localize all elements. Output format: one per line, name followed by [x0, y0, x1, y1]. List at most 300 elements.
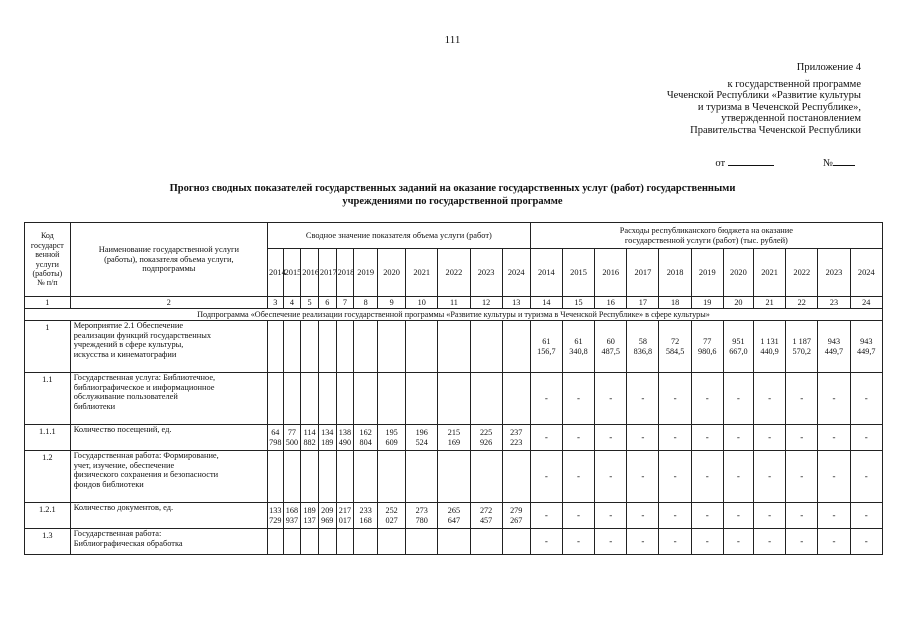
expense-value	[562, 529, 594, 555]
expense-value	[659, 503, 691, 529]
cell-text: подпрограммы	[142, 264, 196, 274]
row-code: 1.2	[25, 451, 71, 503]
expense-value	[595, 425, 627, 451]
row-name	[70, 321, 267, 373]
cell-text: 882	[303, 437, 316, 447]
cell-text: 951	[732, 336, 745, 346]
header-volume-group: Сводное значение показателя объема услуги (работ)	[268, 223, 531, 249]
cell-text: -	[673, 392, 677, 403]
cell-text: -	[768, 535, 772, 546]
column-number: 6	[318, 297, 336, 309]
cell-text: -	[609, 431, 613, 442]
cell-text: 980,6	[698, 346, 717, 356]
cell-text: -	[577, 431, 581, 442]
appendix-block	[561, 62, 861, 137]
cell-text: 780	[415, 515, 428, 525]
cell-text: 265	[447, 505, 461, 515]
expense-value	[627, 425, 659, 451]
cell-text: № п/п	[37, 278, 58, 288]
table-row	[25, 451, 883, 503]
cell-text: 156,7	[537, 346, 556, 356]
header-year: 2024	[502, 249, 530, 297]
volume-value	[301, 451, 319, 503]
cell-text: (работы), показателя объема услуги,	[104, 254, 234, 264]
cell-text: Государственная услуга: Библиотечное,	[73, 373, 216, 382]
cell-text: 943	[860, 336, 873, 346]
cell-text: 524	[415, 437, 428, 447]
cell-text: -	[832, 392, 836, 403]
cell-text: -	[832, 509, 836, 520]
document-title	[60, 183, 845, 208]
column-number: 1	[25, 297, 71, 309]
volume-value	[354, 503, 378, 529]
cell-text: 61	[542, 336, 551, 346]
volume-value	[283, 425, 301, 451]
volume-value	[318, 425, 336, 451]
cell-text: 457	[479, 515, 493, 525]
column-number: 14	[530, 297, 562, 309]
cell-text: 217	[338, 505, 352, 515]
cell-text: Количество посещений, ед.	[73, 425, 172, 434]
cell-text: 196	[415, 427, 428, 437]
volume-value	[438, 425, 470, 451]
row-code: 1.2.1	[25, 503, 71, 529]
cell-text: -	[800, 535, 804, 546]
expense-value	[562, 321, 594, 373]
subprogram-row	[25, 309, 883, 321]
expense-value	[818, 529, 850, 555]
appendix-title: Приложение 4	[796, 62, 861, 73]
expense-value	[530, 425, 562, 451]
cell-text: -	[864, 392, 868, 403]
cell-text: 169	[447, 437, 461, 447]
expense-value	[627, 503, 659, 529]
header-year: 2019	[691, 249, 723, 297]
volume-value	[283, 451, 301, 503]
cell-text: реализации функций государственных	[73, 330, 212, 340]
volume-value	[336, 321, 354, 373]
expense-value	[786, 451, 818, 503]
expense-value	[786, 529, 818, 555]
column-number: 9	[378, 297, 406, 309]
page-number: 111	[444, 34, 461, 46]
number-blank	[833, 156, 855, 166]
volume-value	[502, 321, 530, 373]
cell-text: 237	[510, 427, 523, 437]
from-label: от	[715, 158, 726, 169]
cell-text: -	[864, 535, 868, 546]
cell-text: Государственная работа:	[73, 529, 162, 538]
cell-text: 449,7	[824, 346, 844, 356]
cell-text: 729	[269, 515, 282, 525]
cell-text: 487,5	[601, 346, 620, 356]
date-blank	[728, 156, 774, 166]
expense-value	[627, 321, 659, 373]
volume-value	[378, 321, 406, 373]
header-year: 2023	[470, 249, 502, 297]
volume-value	[336, 373, 354, 425]
header-expense-group	[530, 223, 882, 249]
cell-text: -	[609, 535, 613, 546]
cell-text: 027	[385, 515, 398, 525]
expense-value	[595, 373, 627, 425]
cell-text: -	[800, 431, 804, 442]
cell-text: -	[577, 392, 581, 403]
expense-value	[753, 503, 785, 529]
cell-text: -	[544, 431, 548, 442]
cell-text: 272	[479, 505, 493, 515]
volume-value	[318, 529, 336, 555]
expense-value	[659, 373, 691, 425]
cell-text: -	[641, 509, 645, 520]
row-code: 1	[25, 321, 71, 373]
table-row	[25, 321, 883, 373]
cell-text: -	[544, 509, 548, 520]
cell-text: венной	[35, 250, 60, 260]
expense-value	[818, 321, 850, 373]
cell-text: -	[544, 392, 548, 403]
cell-text: 77	[703, 336, 712, 346]
cell-text: -	[673, 509, 677, 520]
cell-text: -	[705, 535, 709, 546]
cell-text: библиотеки	[73, 401, 116, 411]
cell-text: 138	[338, 427, 352, 437]
volume-value	[406, 451, 438, 503]
header-year: 2021	[406, 249, 438, 297]
volume-value	[438, 373, 470, 425]
expense-value	[723, 321, 753, 373]
row-name	[70, 373, 267, 425]
volume-value	[378, 503, 406, 529]
volume-value	[283, 529, 301, 555]
column-number: 2	[70, 297, 267, 309]
cell-text: 667,0	[729, 346, 748, 356]
expense-value	[627, 529, 659, 555]
volume-value	[301, 529, 319, 555]
expense-value	[786, 425, 818, 451]
cell-text: -	[673, 535, 677, 546]
cell-text: -	[800, 392, 804, 403]
column-number: 10	[406, 297, 438, 309]
column-number: 22	[786, 297, 818, 309]
cell-text: 937	[285, 515, 299, 525]
header-name	[70, 223, 267, 297]
cell-text: -	[705, 470, 709, 481]
cell-text: -	[736, 535, 740, 546]
expense-value	[691, 321, 723, 373]
cell-text: 969	[321, 515, 334, 525]
header-year: 2016	[595, 249, 627, 297]
column-number: 3	[268, 297, 284, 309]
cell-text: 77	[287, 427, 297, 437]
volume-value	[336, 451, 354, 503]
expense-value	[818, 425, 850, 451]
expense-value	[530, 373, 562, 425]
appendix-line: к государственной программе	[727, 78, 861, 90]
header-year: 2018	[659, 249, 691, 297]
cell-text: -	[641, 431, 645, 442]
cell-text: государственной услуги (работ) (тыс. рублей)	[624, 235, 788, 245]
header-year: 2021	[753, 249, 785, 297]
cell-text: 72	[670, 336, 680, 346]
expense-value	[723, 529, 753, 555]
expense-value	[850, 321, 882, 373]
expense-value	[753, 529, 785, 555]
volume-value	[283, 321, 301, 373]
column-number: 24	[850, 297, 882, 309]
cell-text: -	[832, 535, 836, 546]
cell-text: -	[736, 509, 740, 520]
cell-text: -	[864, 509, 868, 520]
header-year: 2024	[850, 249, 882, 297]
cell-text: -	[800, 470, 804, 481]
row-code: 1.3	[25, 529, 71, 555]
column-number: 16	[595, 297, 627, 309]
cell-text: 440,9	[760, 346, 779, 356]
volume-value	[318, 321, 336, 373]
column-number: 13	[502, 297, 530, 309]
header-year: 2022	[438, 249, 470, 297]
header-year: 2019	[354, 249, 378, 297]
header-year: 2020	[723, 249, 753, 297]
volume-value	[438, 529, 470, 555]
cell-text: Расходы республиканского бюджета на оказание	[619, 225, 793, 235]
expense-value	[691, 373, 723, 425]
column-number: 15	[562, 297, 594, 309]
cell-text: -	[577, 470, 581, 481]
header-year: 2015	[562, 249, 594, 297]
cell-text: 133	[269, 505, 282, 515]
volume-value	[336, 425, 354, 451]
cell-text: государст	[30, 240, 64, 250]
volume-value	[268, 529, 284, 555]
cell-text: -	[864, 470, 868, 481]
cell-text: -	[641, 392, 645, 403]
cell-text: 189	[303, 505, 316, 515]
volume-value	[406, 373, 438, 425]
cell-text: -	[768, 470, 772, 481]
cell-text: 162	[359, 427, 372, 437]
cell-text: Количество документов, ед.	[73, 503, 174, 512]
volume-value	[283, 373, 301, 425]
table-row	[25, 529, 883, 555]
volume-value	[354, 529, 378, 555]
cell-text: 195	[385, 427, 398, 437]
cell-text: 500	[285, 437, 299, 447]
expense-value	[753, 321, 785, 373]
header-code	[25, 223, 71, 297]
volume-value	[438, 321, 470, 373]
cell-text: 926	[479, 437, 493, 447]
volume-value	[283, 503, 301, 529]
cell-text: 267	[510, 515, 523, 525]
volume-value	[406, 321, 438, 373]
cell-text: -	[609, 470, 613, 481]
cell-text: 798	[269, 437, 282, 447]
expense-value	[753, 373, 785, 425]
cell-text: 943	[827, 336, 841, 346]
volume-value	[336, 503, 354, 529]
cell-text: 804	[359, 437, 372, 447]
cell-text: -	[768, 509, 772, 520]
expense-value	[691, 529, 723, 555]
header-year: 2014	[530, 249, 562, 297]
volume-value	[354, 321, 378, 373]
expense-value	[818, 503, 850, 529]
row-name	[70, 529, 267, 555]
cell-text: -	[577, 535, 581, 546]
expense-value	[723, 373, 753, 425]
cell-text: фондов библиотеки	[73, 479, 144, 489]
volume-value	[470, 503, 502, 529]
volume-value	[378, 451, 406, 503]
cell-text: -	[673, 470, 677, 481]
volume-value	[301, 503, 319, 529]
cell-text: 273	[415, 505, 428, 515]
volume-value	[438, 503, 470, 529]
cell-text: 490	[338, 437, 352, 447]
cell-text: -	[705, 392, 709, 403]
column-number: 8	[354, 297, 378, 309]
expense-value	[627, 451, 659, 503]
cell-text: -	[832, 431, 836, 442]
header-year: 2015	[283, 249, 301, 297]
cell-text: 017	[338, 515, 352, 525]
volume-value	[470, 451, 502, 503]
expense-value	[562, 503, 594, 529]
expense-value	[530, 503, 562, 529]
volume-value	[470, 529, 502, 555]
table-row	[25, 373, 883, 425]
expense-value	[753, 425, 785, 451]
cell-text: 252	[385, 505, 398, 515]
column-number: 20	[723, 297, 753, 309]
cell-text: услуги	[35, 259, 59, 269]
volume-value	[438, 451, 470, 503]
cell-text: 168	[359, 515, 372, 525]
volume-value	[268, 503, 284, 529]
header-year: 2014	[268, 249, 284, 297]
cell-text: -	[736, 470, 740, 481]
signature-line	[715, 156, 855, 169]
expense-value	[562, 425, 594, 451]
expense-value	[595, 503, 627, 529]
volume-value	[301, 321, 319, 373]
expense-value	[659, 321, 691, 373]
appendix-line: утвержденной постановлением	[721, 113, 861, 125]
table-row	[25, 503, 883, 529]
cell-text: -	[768, 392, 772, 403]
volume-value	[406, 529, 438, 555]
document-title-line: учреждениями по государственной программе	[342, 195, 563, 207]
cell-text: 1 187	[792, 336, 811, 346]
cell-text: -	[864, 431, 868, 442]
cell-text: -	[609, 392, 613, 403]
cell-text: обслуживание пользователей	[73, 392, 178, 402]
cell-text: Библиографическая обработка	[73, 538, 183, 548]
expense-value	[850, 529, 882, 555]
cell-text: библиографическое и информационное	[73, 382, 215, 392]
cell-text: Код	[40, 231, 54, 241]
header-year: 2020	[378, 249, 406, 297]
cell-text: Наименование государственной услуги	[98, 245, 239, 255]
volume-value	[268, 373, 284, 425]
expense-value	[530, 321, 562, 373]
column-number-row	[25, 297, 883, 309]
cell-text: 647	[447, 515, 461, 525]
volume-value	[470, 321, 502, 373]
document-title-line: Прогноз сводных показателей государственных заданий на оказание государственных услуг (работ) государственными	[169, 183, 736, 194]
volume-value	[268, 425, 284, 451]
expense-value	[562, 451, 594, 503]
column-number: 11	[438, 297, 470, 309]
cell-text: 836,8	[633, 346, 653, 356]
volume-value	[378, 373, 406, 425]
cell-text: 114	[303, 427, 316, 437]
forecast-table	[24, 222, 883, 555]
expense-value	[850, 451, 882, 503]
expense-value	[850, 425, 882, 451]
volume-value	[301, 425, 319, 451]
cell-text: 168	[285, 505, 299, 515]
volume-value	[318, 503, 336, 529]
expense-value	[691, 503, 723, 529]
cell-text: учреждений в сфере культуры,	[73, 340, 184, 350]
cell-text: -	[832, 470, 836, 481]
cell-text: -	[768, 431, 772, 442]
expense-value	[786, 321, 818, 373]
cell-text: 61	[574, 336, 583, 346]
cell-text: 225	[479, 427, 493, 437]
volume-value	[406, 425, 438, 451]
cell-text: 137	[303, 515, 316, 525]
cell-text: 223	[510, 437, 523, 447]
cell-text: 58	[638, 336, 647, 346]
column-number: 21	[753, 297, 785, 309]
cell-text: 449,7	[857, 346, 876, 356]
header-year: 2022	[786, 249, 818, 297]
row-code: 1.1.1	[25, 425, 71, 451]
expense-value	[562, 373, 594, 425]
expense-value	[659, 425, 691, 451]
column-number: 17	[627, 297, 659, 309]
volume-value	[502, 529, 530, 555]
cell-text: -	[736, 431, 740, 442]
volume-value	[502, 503, 530, 529]
expense-value	[723, 451, 753, 503]
cell-text: 189	[321, 437, 334, 447]
header-row	[25, 223, 883, 249]
expense-value	[753, 451, 785, 503]
cell-text: -	[577, 509, 581, 520]
expense-value	[659, 529, 691, 555]
cell-text: 1 131	[760, 336, 779, 346]
cell-text: 64	[271, 427, 280, 437]
expense-value	[691, 451, 723, 503]
row-name	[70, 425, 267, 451]
volume-value	[336, 529, 354, 555]
cell-text: -	[673, 431, 677, 442]
volume-value	[354, 451, 378, 503]
expense-value	[723, 425, 753, 451]
header-year: 2023	[818, 249, 850, 297]
column-number: 4	[283, 297, 301, 309]
column-number: 19	[691, 297, 723, 309]
cell-text: физического сохранения и безопасности	[73, 470, 219, 480]
row-code: 1.1	[25, 373, 71, 425]
volume-value	[378, 425, 406, 451]
cell-text: -	[609, 509, 613, 520]
